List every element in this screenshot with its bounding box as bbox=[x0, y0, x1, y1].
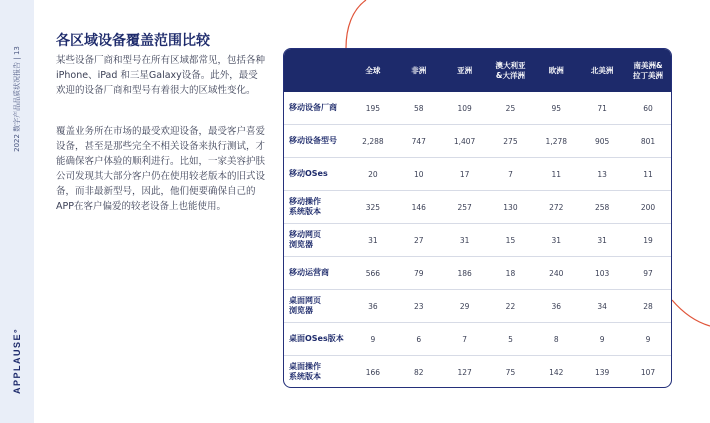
table-cell: 19 bbox=[625, 224, 671, 257]
table-cell: 109 bbox=[442, 92, 488, 125]
table-cell: 801 bbox=[625, 125, 671, 158]
table-cell: 31 bbox=[533, 224, 579, 257]
table-cell: 27 bbox=[396, 224, 442, 257]
top-curve bbox=[346, 0, 366, 48]
table-cell: 31 bbox=[442, 224, 488, 257]
table-cell: 29 bbox=[442, 290, 488, 323]
table-cell: 7 bbox=[488, 158, 534, 191]
table-cell: 566 bbox=[350, 257, 396, 290]
table-cell: 13 bbox=[579, 158, 625, 191]
table-cell: 71 bbox=[579, 92, 625, 125]
table-cell: 166 bbox=[365, 367, 381, 377]
table-cell: 258 bbox=[579, 191, 625, 224]
table-cell: 146 bbox=[396, 191, 442, 224]
column-header: 北美洲 bbox=[579, 49, 625, 92]
table-cell: 9 bbox=[579, 323, 625, 356]
report-label: 2022 数字产品品质状况报告 | 13 bbox=[13, 46, 22, 152]
table-cell: 127 bbox=[457, 367, 472, 377]
table-cell: 200 bbox=[625, 191, 671, 224]
paragraph-body: 覆盖业务所在市场的最受欢迎设备，最受客户喜爱设备，甚至是那些完全不相关设备来执行测试，才能确保客户体验的顺利进行。比如，一家美容护肤公司发现其大部分客户仍在使用较老版本的旧式设备，而非最新型号，因此，他们便要确保自己的APP在客户偏爱的较老设备上也能使用。 bbox=[56, 126, 266, 212]
table-cell: 82 bbox=[413, 367, 424, 377]
paragraph-intro: 某些设备厂商和型号在所有区域都常见，包括各种 iPhone、iPad 和三星Galaxy设备。此外，最受欢迎的设备厂商和型号有着很大的区域性变化。 bbox=[56, 55, 266, 96]
table-cell: 325 bbox=[350, 191, 396, 224]
table-cell: 31 bbox=[579, 224, 625, 257]
table-cell: 31 bbox=[350, 224, 396, 257]
table-cell: 747 bbox=[396, 125, 442, 158]
row-header: 移动网页 浏览器 bbox=[284, 224, 350, 257]
table-cell: 186 bbox=[442, 257, 488, 290]
row-header: 移动OSes bbox=[284, 158, 350, 191]
table-row bbox=[284, 92, 671, 125]
table-cell: 75 bbox=[505, 367, 516, 377]
table-row bbox=[284, 125, 671, 158]
device-coverage-table bbox=[283, 48, 672, 388]
table-cell: 60 bbox=[625, 92, 671, 125]
table-cell: 36 bbox=[350, 290, 396, 323]
table-cell: 142 bbox=[549, 367, 564, 377]
table-cell: 7 bbox=[442, 323, 488, 356]
page-title: 各区域设备覆盖范围比较 bbox=[56, 33, 210, 49]
table-row bbox=[284, 356, 671, 389]
table-cell: 17 bbox=[442, 158, 488, 191]
table-row bbox=[284, 290, 671, 323]
table-cell: 107 bbox=[640, 367, 656, 377]
row-header: 桌面网页 浏览器 bbox=[284, 290, 350, 323]
table-cell: 58 bbox=[396, 92, 442, 125]
table-cell: 11 bbox=[533, 158, 579, 191]
table-cell: 15 bbox=[488, 224, 534, 257]
table-row bbox=[284, 191, 671, 224]
row-header: 移动设备型号 bbox=[284, 125, 350, 158]
table-row bbox=[284, 257, 671, 290]
table-row bbox=[284, 158, 671, 191]
table-corner-header bbox=[284, 49, 350, 92]
table-cell: 11 bbox=[625, 158, 671, 191]
table-cell: 5 bbox=[488, 323, 534, 356]
table-cell: 275 bbox=[488, 125, 534, 158]
table-cell: 8 bbox=[533, 323, 579, 356]
table-cell: 28 bbox=[625, 290, 671, 323]
table-cell: 240 bbox=[533, 257, 579, 290]
column-header: 澳大利亚 &大洋洲 bbox=[488, 49, 534, 92]
table-cell: 195 bbox=[350, 92, 396, 125]
table-body bbox=[284, 92, 671, 388]
column-header: 亚洲 bbox=[442, 49, 488, 92]
table-row bbox=[284, 323, 671, 356]
table-cell: 272 bbox=[533, 191, 579, 224]
table-cell: 36 bbox=[533, 290, 579, 323]
table-cell: 10 bbox=[396, 158, 442, 191]
table-cell: 905 bbox=[579, 125, 625, 158]
row-header: 桌面操作 系统版本 bbox=[289, 362, 321, 381]
table-cell: 1,407 bbox=[442, 125, 488, 158]
table-cell: 23 bbox=[396, 290, 442, 323]
row-header: 移动设备厂商 bbox=[284, 92, 350, 125]
right-curve bbox=[672, 300, 710, 326]
row-header: 桌面OSes版本 bbox=[284, 323, 350, 356]
table-cell: 20 bbox=[350, 158, 396, 191]
column-header: 非洲 bbox=[396, 49, 442, 92]
table-cell: 95 bbox=[533, 92, 579, 125]
table-cell: 103 bbox=[579, 257, 625, 290]
table-cell: 18 bbox=[488, 257, 534, 290]
row-header: 移动运营商 bbox=[284, 257, 350, 290]
table-cell: 25 bbox=[488, 92, 534, 125]
column-header: 欧洲 bbox=[533, 49, 579, 92]
column-header: 南美洲& 拉丁美洲 bbox=[625, 49, 671, 92]
table-cell: 130 bbox=[488, 191, 534, 224]
table-header-row bbox=[284, 49, 671, 92]
table-cell: 34 bbox=[579, 290, 625, 323]
table-cell: 6 bbox=[396, 323, 442, 356]
column-header: 全球 bbox=[350, 49, 396, 92]
table-cell: 97 bbox=[625, 257, 671, 290]
table-cell: 79 bbox=[396, 257, 442, 290]
table-cell: 9 bbox=[350, 323, 396, 356]
table-cell: 1,278 bbox=[533, 125, 579, 158]
table-cell: 22 bbox=[488, 290, 534, 323]
brand-logo: APPLAUSE° bbox=[12, 327, 23, 395]
table-cell: 257 bbox=[442, 191, 488, 224]
table-cell: 9 bbox=[625, 323, 671, 356]
row-header: 移动操作 系统版本 bbox=[284, 191, 350, 224]
table-cell: 2,288 bbox=[350, 125, 396, 158]
table-row bbox=[284, 224, 671, 257]
table-cell: 139 bbox=[594, 367, 610, 377]
